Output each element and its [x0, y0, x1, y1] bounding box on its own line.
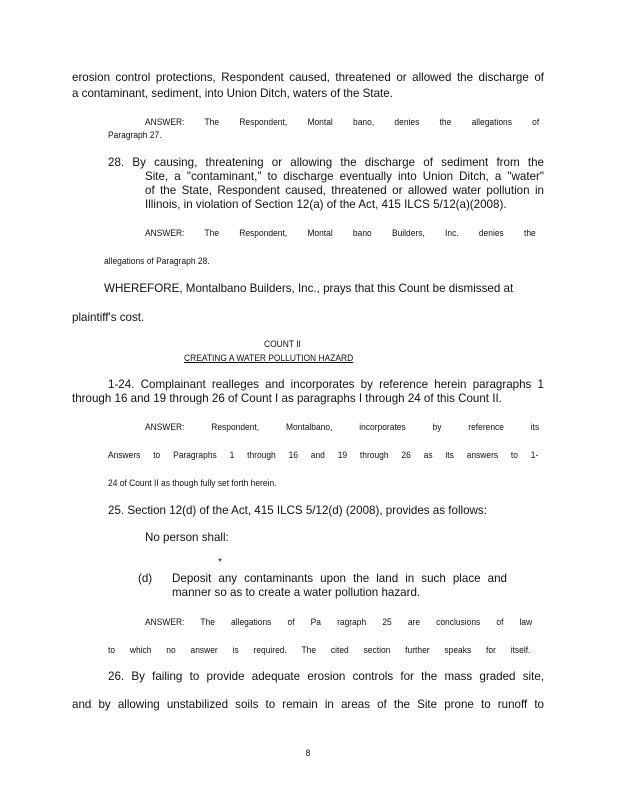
- answer-25-line-1: ANSWER: The allegations of Pa ragraph 25 are conclusions of law: [145, 617, 533, 628]
- no-person-shall: No person shall:: [145, 531, 229, 544]
- answer-28-line-1: ANSWER: The Respondent, Montal bano Builders, Inc. denies the: [145, 228, 536, 239]
- answer-28-line-2: allegations of Paragraph 28.: [104, 256, 210, 267]
- wherefore-line-2: plaintiff's cost.: [72, 311, 145, 324]
- answer-27-line-1: ANSWER: The Respondent, Montal bano, denies the allegations of: [145, 117, 540, 128]
- paragraph-1-24-line-1: 1-24. Complainant realleges and incorporates by reference herein paragraphs 1: [108, 378, 544, 391]
- item-d-line-1: Deposit any contaminants upon the land in such place and: [172, 572, 507, 585]
- paragraph-continued-line-1: erosion control protections, Respondent caused, threatened or allowed the discharge of: [72, 71, 544, 84]
- count-title: CREATING A WATER POLLUTION HAZARD: [184, 353, 354, 364]
- paragraph-28-line-3: of the State, Respondent caused, threatened or allowed water pollution in: [145, 184, 544, 197]
- wherefore-line-1: WHEREFORE, Montalbano Builders, Inc., prays that this Count be dismissed at: [104, 282, 514, 295]
- paragraph-1-24-line-2: through 16 and 19 through 26 of Count I as paragraphs I through 24 of this Count II.: [72, 392, 502, 405]
- paragraph-continued-line-2: a contaminant, sediment, into Union Ditch, waters of the State.: [72, 87, 393, 100]
- answer-1-24-line-1: ANSWER: Respondent, Montalbano, incorporates by reference its: [145, 422, 540, 433]
- item-d-line-2: manner so as to create a water pollution hazard.: [172, 586, 421, 599]
- page-number: 8: [305, 748, 311, 759]
- paragraph-28-line-2: Site, a "contaminant," to discharge eventually into Union Ditch, a "water": [145, 170, 544, 183]
- answer-1-24-line-2: Answers to Paragraphs 1 through 16 and 19 through 26 as its answers to 1-: [108, 450, 539, 461]
- paragraph-28-line-4: Illinois, in violation of Section 12(a) of the Act, 415 ILCS 5/12(a)(2008).: [145, 198, 507, 211]
- answer-1-24-line-3: 24 of Count II as though fully set forth herein.: [108, 478, 277, 489]
- paragraph-25: 25. Section 12(d) of the Act, 415 ILCS 5/12(d) (2008), provides as follows:: [108, 504, 487, 517]
- paragraph-26-line-2: and by allowing unstabilized soils to remain in areas of the Site prone to runoff to: [72, 698, 544, 711]
- answer-27-line-2: Paragraph 27.: [108, 130, 162, 141]
- answer-25-line-2: to which no answer is required. The cited section further speaks for itself.: [108, 645, 531, 656]
- paragraph-28-line-1: 28. By causing, threatening or allowing the discharge of sediment from the: [108, 156, 544, 169]
- count-heading: COUNT II: [264, 339, 301, 350]
- item-d-label: (d): [138, 572, 153, 585]
- paragraph-26-line-1: 26. By failing to provide adequate erosion controls for the mass graded site,: [108, 670, 544, 683]
- asterisk: *: [218, 557, 222, 568]
